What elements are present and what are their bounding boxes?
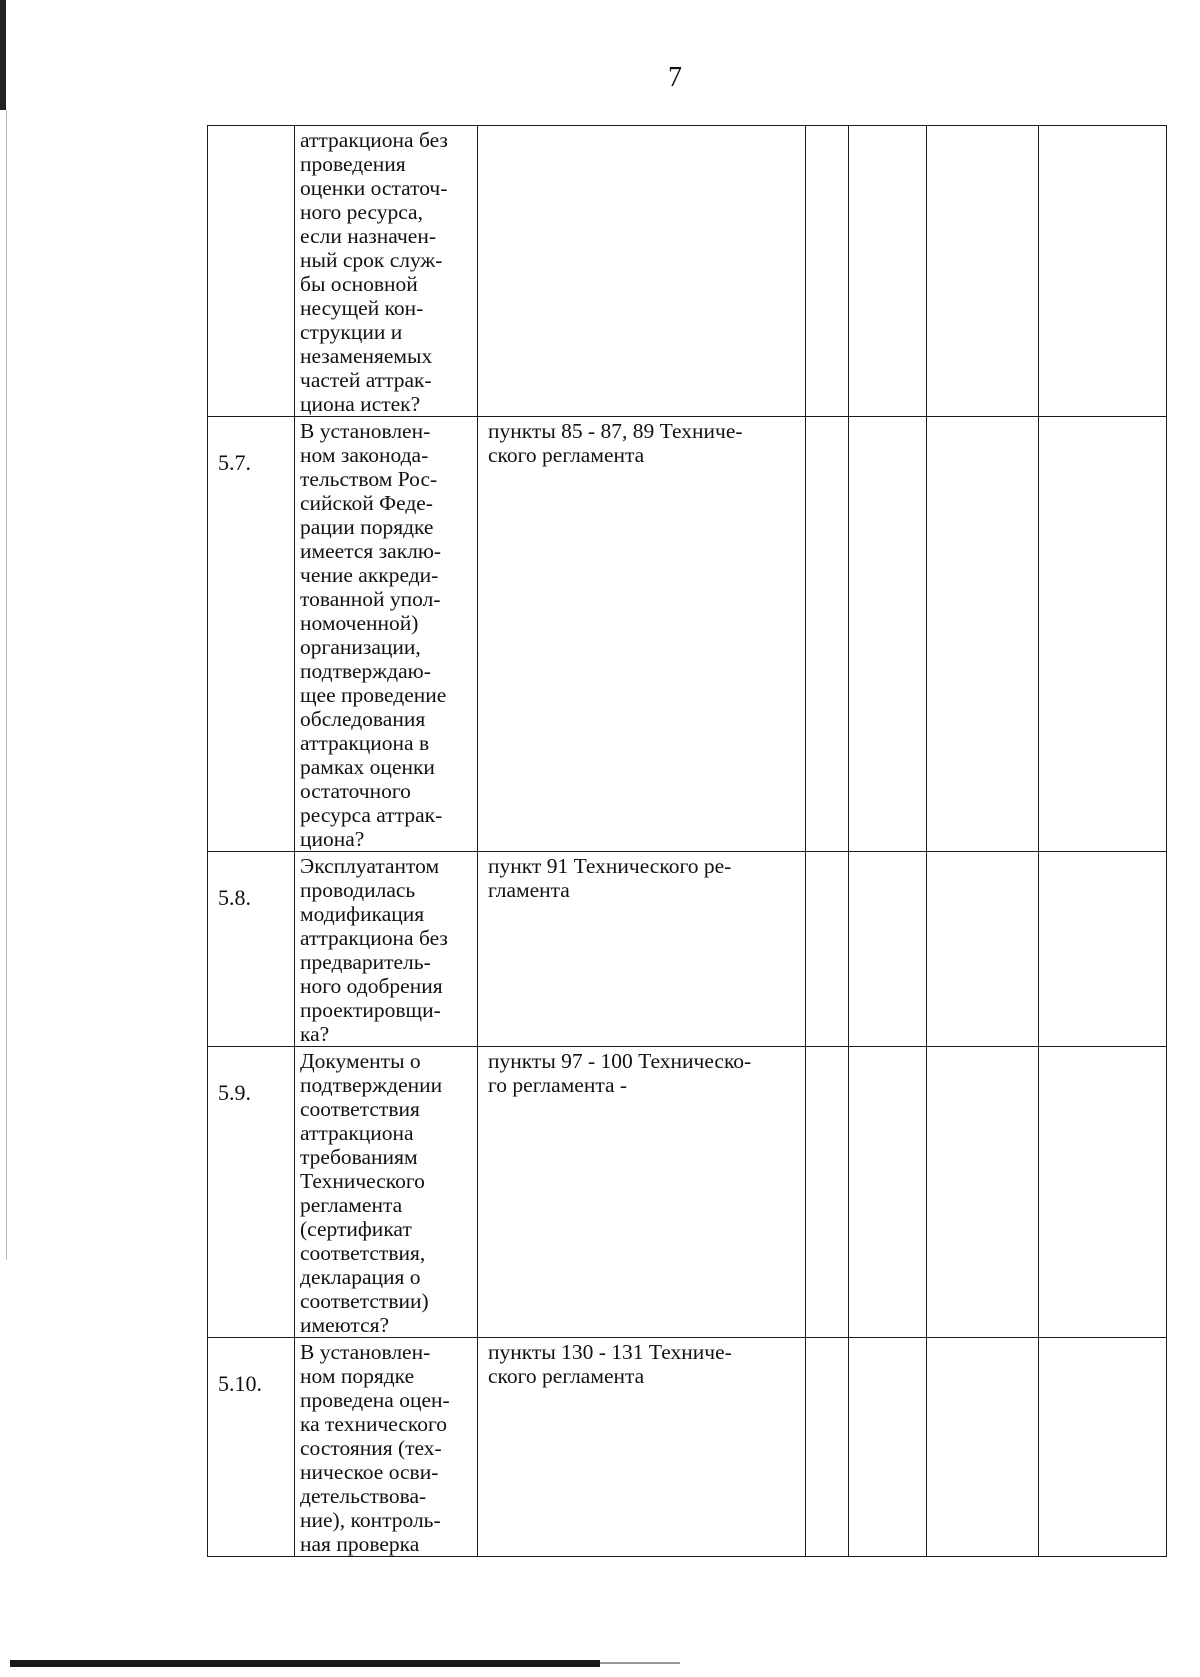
item-number — [208, 126, 294, 160]
item-number: 5.7. — [218, 450, 251, 475]
question-cell — [295, 852, 478, 1047]
item-number-cell — [208, 1047, 295, 1338]
table-row — [208, 417, 1167, 852]
answer-cell-yes — [806, 1047, 849, 1338]
reference-cell — [478, 417, 806, 852]
answer-cell-yes — [806, 126, 849, 417]
item-number-cell — [208, 126, 295, 417]
question-cell — [295, 417, 478, 852]
answer-cell-yes — [806, 852, 849, 1047]
item-number-cell — [208, 1338, 295, 1557]
answer-cell-not-applicable — [927, 852, 1039, 1047]
reference-cell — [478, 126, 806, 417]
question-cell — [295, 126, 478, 417]
reference-text: пункты 97 - 100 Техническо- го регламента - — [488, 1049, 752, 1097]
answer-cell-no — [849, 852, 927, 1047]
scan-bottom-edge — [10, 1660, 600, 1667]
answer-cell-yes — [806, 417, 849, 852]
answer-cell-no — [849, 1338, 927, 1557]
answer-cell-not-applicable — [927, 1338, 1039, 1557]
item-number: 5.9. — [218, 1080, 251, 1105]
item-number-cell — [208, 852, 295, 1047]
item-number: 5.8. — [218, 885, 251, 910]
answer-cell-not-applicable — [927, 126, 1039, 417]
scan-edge-line — [6, 110, 7, 1260]
reference-text: пункты 85 - 87, 89 Техниче- ского регламента — [488, 419, 743, 467]
reference-cell — [478, 852, 806, 1047]
answer-cell-no — [849, 417, 927, 852]
reference-cell — [478, 1047, 806, 1338]
notes-cell — [1039, 126, 1167, 417]
question-text: аттракциона без проведения оценки остаточ- ного ресурса, если назначен- ный срок служ- бы основной несущей кон- струкции и незаменяемых частей аттрак- циона истек? — [300, 128, 448, 416]
page-number: 7 — [668, 62, 682, 93]
table-row — [208, 852, 1167, 1047]
reference-cell — [478, 1338, 806, 1557]
question-text: Документы о подтверждении соответствия аттракциона требованиям Технического регламента (сертификат соответствия, декларация о соответствии) имеются? — [300, 1049, 443, 1337]
answer-cell-no — [849, 126, 927, 417]
question-text: В установлен- ном порядке проведена оцен- ка технического состояния (тех- ническое осви- детельствова- ние), контроль- ная проверка — [300, 1340, 450, 1556]
question-text: В установлен- ном законода- тельством Рос- сийской Феде- рации порядке имеется заклю- чение аккреди- тованной упол- номоченной) организации, подтверждаю- щее проведение обследования аттракциона в рамках оценки остаточного ресурса аттрак- циона? — [300, 419, 447, 851]
reference-text: пункты 130 - 131 Техниче- ского регламента — [488, 1340, 732, 1388]
notes-cell — [1039, 417, 1167, 852]
scan-edge-shadow — [0, 0, 6, 110]
reference-text: пункт 91 Технического ре- гламента — [488, 854, 732, 902]
answer-cell-no — [849, 1047, 927, 1338]
table-row — [208, 126, 1167, 417]
table-row — [208, 1047, 1167, 1338]
answer-cell-yes — [806, 1338, 849, 1557]
question-cell — [295, 1047, 478, 1338]
question-cell — [295, 1338, 478, 1557]
notes-cell — [1039, 1047, 1167, 1338]
notes-cell — [1039, 852, 1167, 1047]
answer-cell-not-applicable — [927, 1047, 1039, 1338]
answer-cell-not-applicable — [927, 417, 1039, 852]
item-number: 5.10. — [218, 1371, 262, 1396]
question-text: Эксплуатантом проводилась модификация аттракциона без предваритель- ного одобрения проектировщи- ка? — [300, 854, 448, 1046]
table-row — [208, 1338, 1167, 1557]
notes-cell — [1039, 1338, 1167, 1557]
checklist-table — [207, 125, 1167, 1557]
reference-text — [478, 126, 805, 128]
scan-bottom-edge-tail — [600, 1662, 680, 1664]
item-number-cell — [208, 417, 295, 852]
